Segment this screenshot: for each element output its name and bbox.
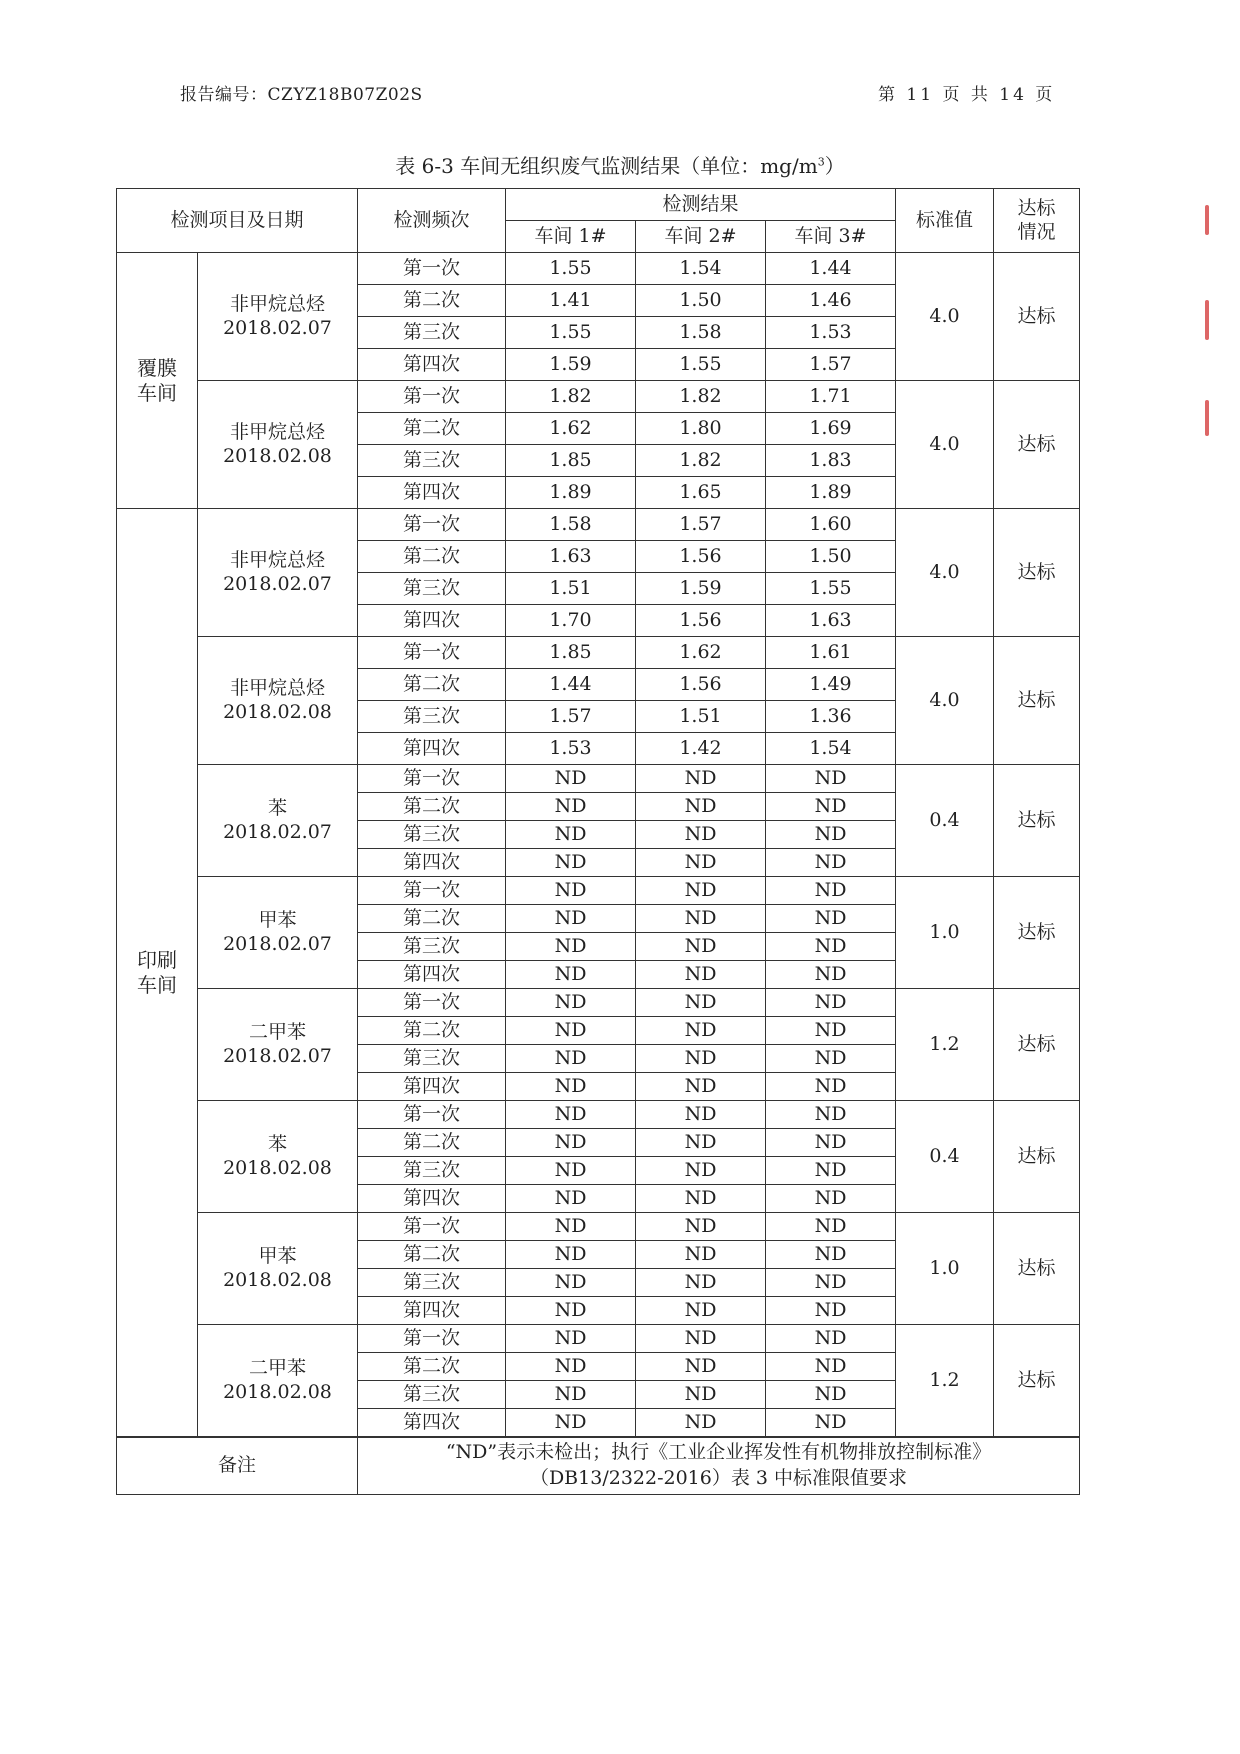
site-1-value: 1.53 [506, 733, 636, 765]
item-name: 二甲苯 [248, 1356, 306, 1379]
site-3-value: 1.50 [766, 541, 896, 573]
table-row [117, 509, 1080, 541]
note-content [358, 1437, 1080, 1495]
site-3-value: ND [766, 1241, 896, 1269]
site-2-value: 1.62 [636, 637, 766, 669]
note-label: 备注 [117, 1437, 358, 1495]
header-site-2: 车间 2# [636, 221, 766, 253]
site-2-value: ND [636, 961, 766, 989]
item-date: 2018.02.08 [223, 700, 332, 723]
frequency-cell: 第一次 [358, 509, 506, 541]
site-1-value: ND [506, 1213, 636, 1241]
item-date: 2018.02.07 [223, 316, 332, 339]
standard-value: 1.0 [896, 877, 994, 989]
site-3-value: 1.55 [766, 573, 896, 605]
item-name: 非甲烷总烃 [229, 292, 325, 315]
frequency-cell: 第四次 [358, 961, 506, 989]
frequency-cell: 第一次 [358, 765, 506, 793]
frequency-cell: 第三次 [358, 933, 506, 961]
workshop-cell [117, 509, 198, 1438]
standard-value: 1.2 [896, 989, 994, 1101]
site-2-value: 1.55 [636, 349, 766, 381]
site-2-value: 1.54 [636, 253, 766, 285]
frequency-cell: 第三次 [358, 701, 506, 733]
table-row [117, 877, 1080, 905]
site-1-value: 1.85 [506, 445, 636, 477]
table-row [117, 253, 1080, 285]
results-table [116, 188, 1080, 1495]
site-2-value: ND [636, 1213, 766, 1241]
site-1-value: 1.89 [506, 477, 636, 509]
site-2-value: ND [636, 1045, 766, 1073]
site-2-value: ND [636, 849, 766, 877]
item-name: 甲苯 [258, 908, 297, 931]
site-1-value: ND [506, 905, 636, 933]
site-1-value: ND [506, 1185, 636, 1213]
frequency-cell: 第三次 [358, 1157, 506, 1185]
site-3-value: ND [766, 1325, 896, 1353]
site-1-value: ND [506, 1101, 636, 1129]
frequency-cell: 第一次 [358, 381, 506, 413]
item-cell [198, 509, 358, 637]
header-status: 达标情况 [994, 189, 1080, 253]
site-1-value: ND [506, 1269, 636, 1297]
site-1-value: 1.41 [506, 285, 636, 317]
workshop-label: 印刷车间 [137, 947, 177, 997]
header-results: 检测结果 [506, 189, 896, 221]
status-value: 达标 [994, 1325, 1080, 1438]
header-frequency: 检测频次 [358, 189, 506, 253]
frequency-cell: 第二次 [358, 413, 506, 445]
site-1-value: 1.82 [506, 381, 636, 413]
site-3-value: 1.60 [766, 509, 896, 541]
site-1-value: ND [506, 1073, 636, 1101]
item-date: 2018.02.07 [223, 820, 332, 843]
seal-edge-mark [1205, 205, 1209, 235]
site-3-value: ND [766, 1213, 896, 1241]
frequency-cell: 第四次 [358, 349, 506, 381]
site-3-value: ND [766, 1269, 896, 1297]
site-2-value: ND [636, 1297, 766, 1325]
site-2-value: 1.59 [636, 573, 766, 605]
site-2-value: ND [636, 793, 766, 821]
table-row [117, 637, 1080, 669]
status-value: 达标 [994, 381, 1080, 509]
frequency-cell: 第三次 [358, 445, 506, 477]
site-1-value: 1.85 [506, 637, 636, 669]
site-1-value: ND [506, 821, 636, 849]
site-1-value: ND [506, 793, 636, 821]
table-row [117, 1325, 1080, 1353]
site-1-value: 1.57 [506, 701, 636, 733]
site-2-value: 1.65 [636, 477, 766, 509]
status-value: 达标 [994, 765, 1080, 877]
frequency-cell: 第四次 [358, 477, 506, 509]
note-line-1: “ND”表示未检出；执行《工业企业挥发性有机物排放控制标准》 [445, 1441, 992, 1464]
site-3-value: 1.46 [766, 285, 896, 317]
item-date: 2018.02.08 [223, 1380, 332, 1403]
frequency-cell: 第四次 [358, 1185, 506, 1213]
site-1-value: ND [506, 989, 636, 1017]
site-3-value: ND [766, 1185, 896, 1213]
item-date: 2018.02.08 [223, 1156, 332, 1179]
frequency-cell: 第一次 [358, 1101, 506, 1129]
report-number: 报告编号：CZYZ18B07Z02S [180, 85, 423, 105]
frequency-cell: 第一次 [358, 637, 506, 669]
item-cell [198, 989, 358, 1101]
item-name: 苯 [267, 796, 287, 819]
item-date: 2018.02.08 [223, 1268, 332, 1291]
site-2-value: ND [636, 1073, 766, 1101]
site-3-value: 1.36 [766, 701, 896, 733]
header-row [117, 189, 1080, 221]
status-value: 达标 [994, 1101, 1080, 1213]
site-1-value: ND [506, 1017, 636, 1045]
header-site-1: 车间 1# [506, 221, 636, 253]
item-cell [198, 877, 358, 989]
site-2-value: 1.50 [636, 285, 766, 317]
site-2-value: ND [636, 905, 766, 933]
site-2-value: ND [636, 1269, 766, 1297]
frequency-cell: 第三次 [358, 317, 506, 349]
site-2-value: ND [636, 765, 766, 793]
workshop-label: 覆膜车间 [137, 355, 177, 405]
caption-end: ） [824, 154, 845, 178]
item-cell [198, 381, 358, 509]
site-1-value: ND [506, 1129, 636, 1157]
status-value: 达标 [994, 253, 1080, 381]
frequency-cell: 第一次 [358, 989, 506, 1017]
site-2-value: ND [636, 1409, 766, 1438]
site-3-value: ND [766, 1157, 896, 1185]
site-3-value: ND [766, 793, 896, 821]
site-2-value: 1.51 [636, 701, 766, 733]
note-row [117, 1437, 1080, 1495]
item-cell [198, 765, 358, 877]
frequency-cell: 第二次 [358, 669, 506, 701]
site-2-value: ND [636, 1325, 766, 1353]
site-3-value: 1.61 [766, 637, 896, 669]
site-1-value: ND [506, 877, 636, 905]
results-table-body [117, 189, 1080, 1495]
frequency-cell: 第一次 [358, 877, 506, 905]
site-3-value: ND [766, 989, 896, 1017]
frequency-cell: 第一次 [358, 1325, 506, 1353]
site-2-value: ND [636, 1185, 766, 1213]
item-cell [198, 1101, 358, 1213]
frequency-cell: 第二次 [358, 793, 506, 821]
frequency-cell: 第二次 [358, 541, 506, 573]
frequency-cell: 第二次 [358, 1241, 506, 1269]
site-2-value: ND [636, 877, 766, 905]
site-2-value: ND [636, 1129, 766, 1157]
site-3-value: ND [766, 961, 896, 989]
site-3-value: 1.49 [766, 669, 896, 701]
site-2-value: ND [636, 1017, 766, 1045]
frequency-cell: 第四次 [358, 605, 506, 637]
site-1-value: 1.62 [506, 413, 636, 445]
site-3-value: ND [766, 905, 896, 933]
frequency-cell: 第四次 [358, 849, 506, 877]
note-line-2: （DB13/2322-2016）表 3 中标准限值要求 [529, 1467, 908, 1489]
site-1-value: 1.51 [506, 573, 636, 605]
table-row [117, 1101, 1080, 1129]
item-cell [198, 253, 358, 381]
site-1-value: ND [506, 1381, 636, 1409]
header-item-date: 检测项目及日期 [117, 189, 358, 253]
site-3-value: ND [766, 1045, 896, 1073]
frequency-cell: 第二次 [358, 285, 506, 317]
caption-text: 表 6-3 车间无组织废气监测结果（单位：mg/m [395, 154, 818, 178]
site-3-value: 1.89 [766, 477, 896, 509]
site-2-value: ND [636, 933, 766, 961]
frequency-cell: 第二次 [358, 1017, 506, 1045]
frequency-cell: 第三次 [358, 1269, 506, 1297]
item-date: 2018.02.08 [223, 444, 332, 467]
status-value: 达标 [994, 1213, 1080, 1325]
frequency-cell: 第三次 [358, 573, 506, 605]
site-1-value: ND [506, 1409, 636, 1438]
standard-value: 4.0 [896, 509, 994, 637]
site-1-value: ND [506, 765, 636, 793]
site-1-value: ND [506, 1353, 636, 1381]
site-1-value: ND [506, 933, 636, 961]
site-2-value: ND [636, 821, 766, 849]
frequency-cell: 第四次 [358, 1073, 506, 1101]
site-3-value: 1.83 [766, 445, 896, 477]
standard-value: 4.0 [896, 637, 994, 765]
status-value: 达标 [994, 989, 1080, 1101]
site-1-value: ND [506, 1157, 636, 1185]
site-3-value: ND [766, 1129, 896, 1157]
page-indicator: 第 11 页 共 14 页 [878, 85, 1056, 105]
site-3-value: 1.54 [766, 733, 896, 765]
item-date: 2018.02.07 [223, 932, 332, 955]
frequency-cell: 第二次 [358, 1353, 506, 1381]
site-2-value: ND [636, 1381, 766, 1409]
frequency-cell: 第一次 [358, 1213, 506, 1241]
site-1-value: 1.63 [506, 541, 636, 573]
table-caption [0, 150, 1240, 179]
site-2-value: 1.57 [636, 509, 766, 541]
site-2-value: 1.56 [636, 669, 766, 701]
site-2-value: ND [636, 1241, 766, 1269]
site-1-value: 1.58 [506, 509, 636, 541]
item-name: 甲苯 [258, 1244, 297, 1267]
frequency-cell: 第三次 [358, 1045, 506, 1073]
item-name: 二甲苯 [248, 1020, 306, 1043]
site-3-value: ND [766, 1073, 896, 1101]
item-name: 非甲烷总烃 [229, 420, 325, 443]
site-3-value: 1.53 [766, 317, 896, 349]
item-name: 非甲烷总烃 [229, 548, 325, 571]
site-1-value: ND [506, 1297, 636, 1325]
frequency-cell: 第二次 [358, 905, 506, 933]
site-2-value: 1.42 [636, 733, 766, 765]
site-1-value: ND [506, 1241, 636, 1269]
site-3-value: ND [766, 933, 896, 961]
site-2-value: 1.82 [636, 381, 766, 413]
site-3-value: ND [766, 849, 896, 877]
site-1-value: 1.70 [506, 605, 636, 637]
site-2-value: ND [636, 1353, 766, 1381]
standard-value: 0.4 [896, 1101, 994, 1213]
site-2-value: ND [636, 989, 766, 1017]
site-1-value: 1.44 [506, 669, 636, 701]
site-3-value: ND [766, 821, 896, 849]
site-1-value: ND [506, 1325, 636, 1353]
standard-value: 0.4 [896, 765, 994, 877]
item-name: 非甲烷总烃 [229, 676, 325, 699]
site-3-value: ND [766, 1101, 896, 1129]
caption-superscript: 3 [817, 155, 825, 169]
status-value: 达标 [994, 877, 1080, 989]
site-2-value: 1.82 [636, 445, 766, 477]
item-name: 苯 [267, 1132, 287, 1155]
site-3-value: ND [766, 877, 896, 905]
seal-edge-mark [1205, 400, 1209, 436]
workshop-cell [117, 253, 198, 509]
site-2-value: 1.56 [636, 605, 766, 637]
site-3-value: 1.44 [766, 253, 896, 285]
standard-value: 4.0 [896, 381, 994, 509]
status-value: 达标 [994, 509, 1080, 637]
site-2-value: ND [636, 1101, 766, 1129]
header-standard: 标准值 [896, 189, 994, 253]
site-2-value: 1.56 [636, 541, 766, 573]
seal-edge-mark [1205, 300, 1209, 340]
site-1-value: 1.55 [506, 253, 636, 285]
site-3-value: 1.63 [766, 605, 896, 637]
table-row [117, 1213, 1080, 1241]
standard-value: 1.2 [896, 1325, 994, 1438]
standard-value: 4.0 [896, 253, 994, 381]
item-cell [198, 1213, 358, 1325]
site-3-value: ND [766, 1017, 896, 1045]
site-2-value: 1.80 [636, 413, 766, 445]
frequency-cell: 第二次 [358, 1129, 506, 1157]
site-2-value: ND [636, 1157, 766, 1185]
frequency-cell: 第四次 [358, 733, 506, 765]
status-value: 达标 [994, 637, 1080, 765]
site-2-value: 1.58 [636, 317, 766, 349]
item-cell [198, 1325, 358, 1438]
site-3-value: ND [766, 765, 896, 793]
site-3-value: ND [766, 1353, 896, 1381]
item-date: 2018.02.07 [223, 1044, 332, 1067]
site-3-value: ND [766, 1297, 896, 1325]
table-row [117, 989, 1080, 1017]
frequency-cell: 第三次 [358, 821, 506, 849]
site-1-value: ND [506, 849, 636, 877]
results-table-wrapper [116, 188, 1080, 1495]
item-cell [198, 637, 358, 765]
item-date: 2018.02.07 [223, 572, 332, 595]
site-1-value: 1.55 [506, 317, 636, 349]
table-row [117, 381, 1080, 413]
header-site-3: 车间 3# [766, 221, 896, 253]
site-3-value: ND [766, 1381, 896, 1409]
frequency-cell: 第三次 [358, 1381, 506, 1409]
site-1-value: 1.59 [506, 349, 636, 381]
site-3-value: 1.71 [766, 381, 896, 413]
site-1-value: ND [506, 1045, 636, 1073]
frequency-cell: 第一次 [358, 253, 506, 285]
site-3-value: 1.57 [766, 349, 896, 381]
table-row [117, 765, 1080, 793]
frequency-cell: 第四次 [358, 1297, 506, 1325]
site-3-value: ND [766, 1409, 896, 1438]
site-3-value: 1.69 [766, 413, 896, 445]
standard-value: 1.0 [896, 1213, 994, 1325]
frequency-cell: 第四次 [358, 1409, 506, 1438]
site-1-value: ND [506, 961, 636, 989]
